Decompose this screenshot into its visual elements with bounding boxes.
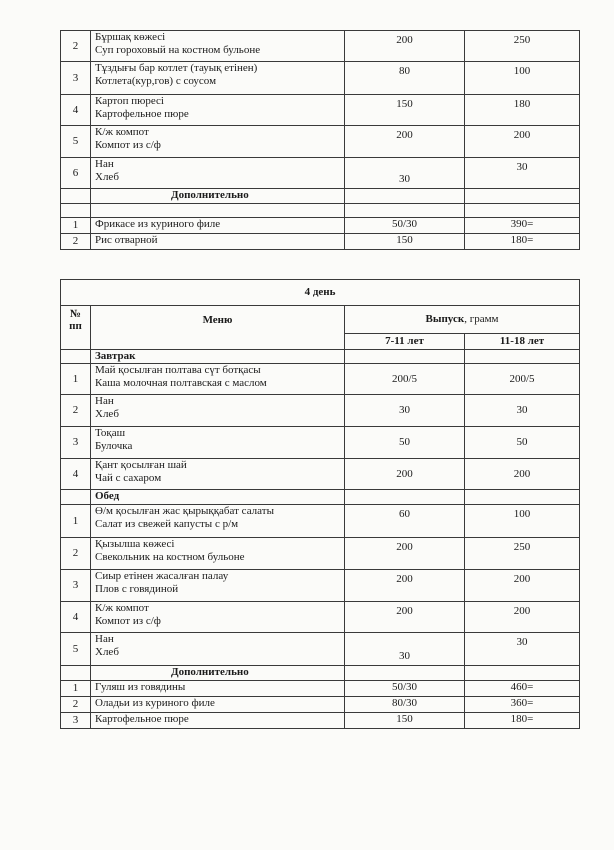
day-title-row: [61, 280, 580, 306]
col-menu-header: Меню: [91, 306, 345, 350]
row-number: 2: [61, 31, 91, 62]
table-row: [61, 427, 580, 459]
portion-11-18: 100: [465, 62, 580, 95]
dish-name: Май қосылған полтава сүт ботқасы Каша молочная полтавская с маслом: [91, 364, 345, 395]
portion-11-18: 30: [465, 395, 580, 427]
dish-name: Оладьи из куриного филе: [91, 697, 345, 713]
portion-7-11: 60: [345, 505, 465, 538]
row-number: 6: [61, 158, 91, 189]
table-row: [61, 31, 580, 62]
section-row-lunch: [61, 490, 580, 505]
row-number: 2: [61, 234, 91, 250]
portion-7-11: 200: [345, 570, 465, 602]
portion-11-18: 200: [465, 570, 580, 602]
dish-name: Ө/м қосылған жас қырыққабат салаты Салат из свежей капусты с р/м: [91, 505, 345, 538]
portion-11-18: 360=: [465, 697, 580, 713]
table-row: [61, 364, 580, 395]
portion-7-11: 30: [345, 158, 465, 189]
dish-name: Сиыр етінен жасалған палау Плов с говядиной: [91, 570, 345, 602]
dish-name: Тоқаш Булочка: [91, 427, 345, 459]
dish-name: Нан Хлеб: [91, 395, 345, 427]
menu-table-continued: [60, 30, 580, 250]
dish-name: Картофельное пюре: [91, 713, 345, 729]
portion-7-11: 30: [345, 633, 465, 666]
extra-title-row: [61, 189, 580, 204]
extra-title-row: [61, 666, 580, 681]
portion-7-11: 150: [345, 95, 465, 126]
dish-name: Қызылша көжесі Свекольник на костном бульоне: [91, 538, 345, 570]
table-row: [61, 602, 580, 633]
dish-name: Рис отварной: [91, 234, 345, 250]
row-number: 1: [61, 681, 91, 697]
table-row: [61, 218, 580, 234]
table-row: [61, 459, 580, 490]
portion-11-18: 180=: [465, 713, 580, 729]
row-number: 4: [61, 95, 91, 126]
dish-name: Фрикасе из куриного филе: [91, 218, 345, 234]
table-row: [61, 62, 580, 95]
table-row: [61, 158, 580, 189]
row-number: 2: [61, 697, 91, 713]
portion-7-11: 200: [345, 126, 465, 158]
dish-name: Нан Хлеб: [91, 633, 345, 666]
row-number: 3: [61, 570, 91, 602]
dish-name: Қант қосылған шай Чай с сахаром: [91, 459, 345, 490]
row-number: 3: [61, 713, 91, 729]
row-number: 4: [61, 459, 91, 490]
portion-7-11: 200: [345, 602, 465, 633]
portion-7-11: 200/5: [345, 364, 465, 395]
age-11-18-header: 11-18 лет: [465, 334, 580, 350]
portion-7-11: 50/30: [345, 218, 465, 234]
portion-7-11: 50/30: [345, 681, 465, 697]
portion-7-11: 200: [345, 31, 465, 62]
age-7-11-header: 7-11 лет: [345, 334, 465, 350]
header-row: [61, 306, 580, 334]
row-number: 1: [61, 505, 91, 538]
portion-7-11: 200: [345, 459, 465, 490]
empty-row: [61, 204, 580, 218]
portion-11-18: 250: [465, 31, 580, 62]
row-number: 5: [61, 633, 91, 666]
day-title: 4 день: [61, 280, 580, 306]
portion-7-11: 150: [345, 234, 465, 250]
menu-table-day-4: [60, 279, 580, 729]
row-number: 2: [61, 538, 91, 570]
table-row: [61, 95, 580, 126]
portion-11-18: 200/5: [465, 364, 580, 395]
section-title-breakfast: Завтрак: [91, 350, 345, 364]
row-number: 4: [61, 602, 91, 633]
extra-title: Дополнительно: [91, 666, 345, 681]
portion-11-18: 30: [465, 633, 580, 666]
dish-name: Нан Хлеб: [91, 158, 345, 189]
row-number: 5: [61, 126, 91, 158]
portion-11-18: 100: [465, 505, 580, 538]
section-row-breakfast: [61, 350, 580, 364]
table-row: [61, 697, 580, 713]
row-number: 1: [61, 218, 91, 234]
portion-11-18: 200: [465, 126, 580, 158]
portion-11-18: 180: [465, 95, 580, 126]
table-row: [61, 505, 580, 538]
portion-11-18: 250: [465, 538, 580, 570]
table-row: [61, 234, 580, 250]
row-number: 3: [61, 62, 91, 95]
portion-11-18: 390=: [465, 218, 580, 234]
dish-name: К/ж компот Компот из с/ф: [91, 602, 345, 633]
portion-11-18: 200: [465, 459, 580, 490]
table-row: [61, 538, 580, 570]
portion-7-11: 80: [345, 62, 465, 95]
portion-7-11: 80/30: [345, 697, 465, 713]
table-row: [61, 570, 580, 602]
table-row: [61, 395, 580, 427]
col-number-header: № пп: [61, 306, 91, 350]
table-row: [61, 126, 580, 158]
dish-name: Картоп пюресі Картофельное пюре: [91, 95, 345, 126]
extra-title: Дополнительно: [91, 189, 345, 204]
portion-7-11: 150: [345, 713, 465, 729]
portion-11-18: 30: [465, 158, 580, 189]
dish-name: Бұршақ көжесі Суп гороховый на костном бульоне: [91, 31, 345, 62]
dish-name: К/ж компот Компот из с/ф: [91, 126, 345, 158]
portion-11-18: 180=: [465, 234, 580, 250]
row-number: 3: [61, 427, 91, 459]
portion-7-11: 200: [345, 538, 465, 570]
col-output-header: [345, 306, 580, 334]
portion-11-18: 50: [465, 427, 580, 459]
portion-7-11: 30: [345, 395, 465, 427]
portion-7-11: 50: [345, 427, 465, 459]
dish-name: Гуляш из говядины: [91, 681, 345, 697]
row-number: 1: [61, 364, 91, 395]
table-row: [61, 713, 580, 729]
col-output-unit: , грамм: [464, 313, 499, 325]
table-row: [61, 633, 580, 666]
dish-name: Тұздығы бар котлет (тауық етінен) Котлета(кур,гов) с соусом: [91, 62, 345, 95]
col-output-label: Выпуск: [425, 313, 465, 325]
table-row: [61, 681, 580, 697]
row-number: 2: [61, 395, 91, 427]
portion-11-18: 460=: [465, 681, 580, 697]
section-title-lunch: Обед: [91, 490, 345, 505]
portion-11-18: 200: [465, 602, 580, 633]
